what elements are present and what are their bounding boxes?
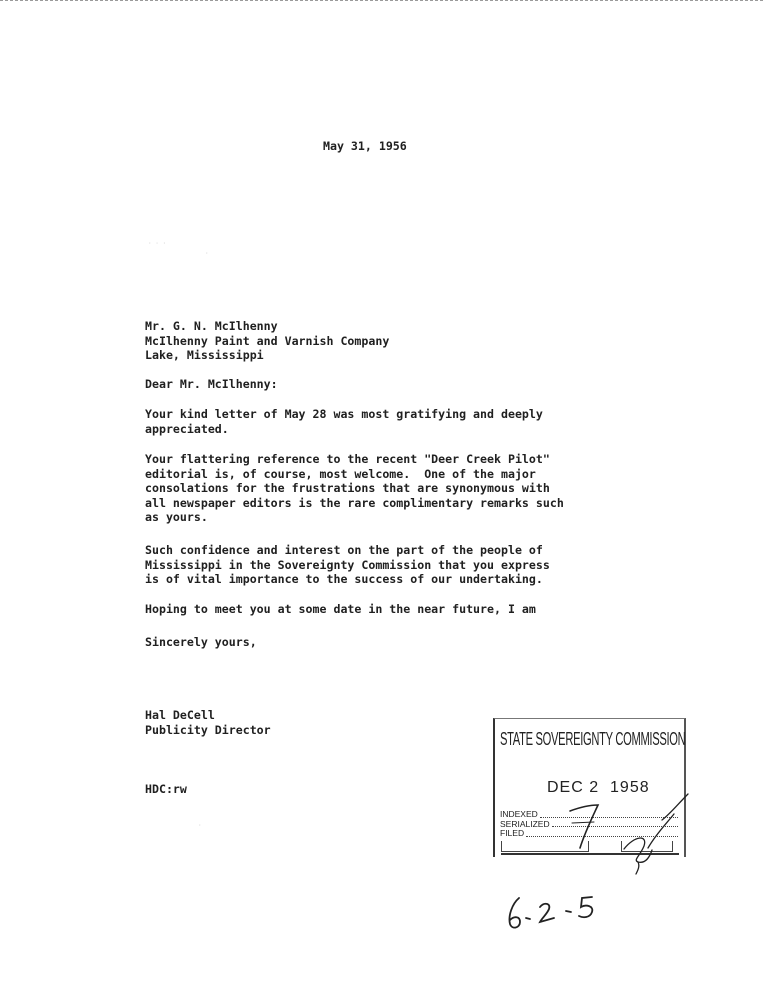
recipient-address xyxy=(145,319,389,363)
stamp-field-label: SERIALIZED xyxy=(500,818,550,829)
signature-block xyxy=(145,708,271,737)
paragraph-line: Such confidence and interest on the part of the people of xyxy=(145,543,543,557)
scan-speck: · xyxy=(198,822,202,829)
paragraph-2 xyxy=(145,452,564,525)
paragraph-3 xyxy=(145,543,550,587)
paragraph-line: editorial is, of course, most welcome. One of the major xyxy=(145,466,536,481)
handwritten-marks xyxy=(488,790,708,950)
recipient-company: McIlhenny Paint and Varnish Company xyxy=(145,333,390,348)
stamp-field-label: FILED xyxy=(500,828,525,838)
stamp-field-label: INDEXED xyxy=(500,809,538,819)
stamp-date: DEC 2 1958 xyxy=(547,779,650,796)
scan-speck: · xyxy=(205,250,209,257)
letter-date: May 31, 1956 xyxy=(323,139,407,153)
stamp-title: STATE SOVEREIGNTY COMMISSION xyxy=(500,729,686,749)
paragraph-line: Mississippi in the Sovereignty Commission that you express xyxy=(145,557,550,572)
paragraph-line: is of vital importance to the success of our undertaking. xyxy=(145,572,543,587)
signer-name: Hal DeCell xyxy=(145,708,215,722)
paragraph-1 xyxy=(145,407,543,436)
handwritten-note xyxy=(509,897,592,928)
recipient-location: Lake, Mississippi xyxy=(145,348,264,363)
recipient-name: Mr. G. N. McIlhenny xyxy=(145,319,278,333)
paragraph-line: Your flattering reference to the recent "Deer Creek Pilot" xyxy=(145,452,550,466)
handwritten-scrawl xyxy=(624,794,688,874)
paragraph-line: Your kind letter of May 28 was most gratifying and deeply xyxy=(145,407,543,421)
signer-title: Publicity Director xyxy=(145,722,271,737)
reference-initials: HDC:rw xyxy=(145,782,187,796)
paragraph-line: appreciated. xyxy=(145,421,229,436)
closing: Sincerely yours, xyxy=(145,635,257,649)
handwritten-seven xyxy=(570,805,598,848)
scan-speck: · · · xyxy=(148,240,167,247)
paragraph-line: all newspaper editors is the rare complimentary remarks such xyxy=(145,495,564,510)
paragraph-line: as yours. xyxy=(145,510,208,525)
paragraph-line: consolations for the frustrations that are synonymous with xyxy=(145,481,550,496)
paragraph-4: Hoping to meet you at some date in the near future, I am xyxy=(145,602,536,616)
salutation: Dear Mr. McIlhenny: xyxy=(145,377,278,391)
